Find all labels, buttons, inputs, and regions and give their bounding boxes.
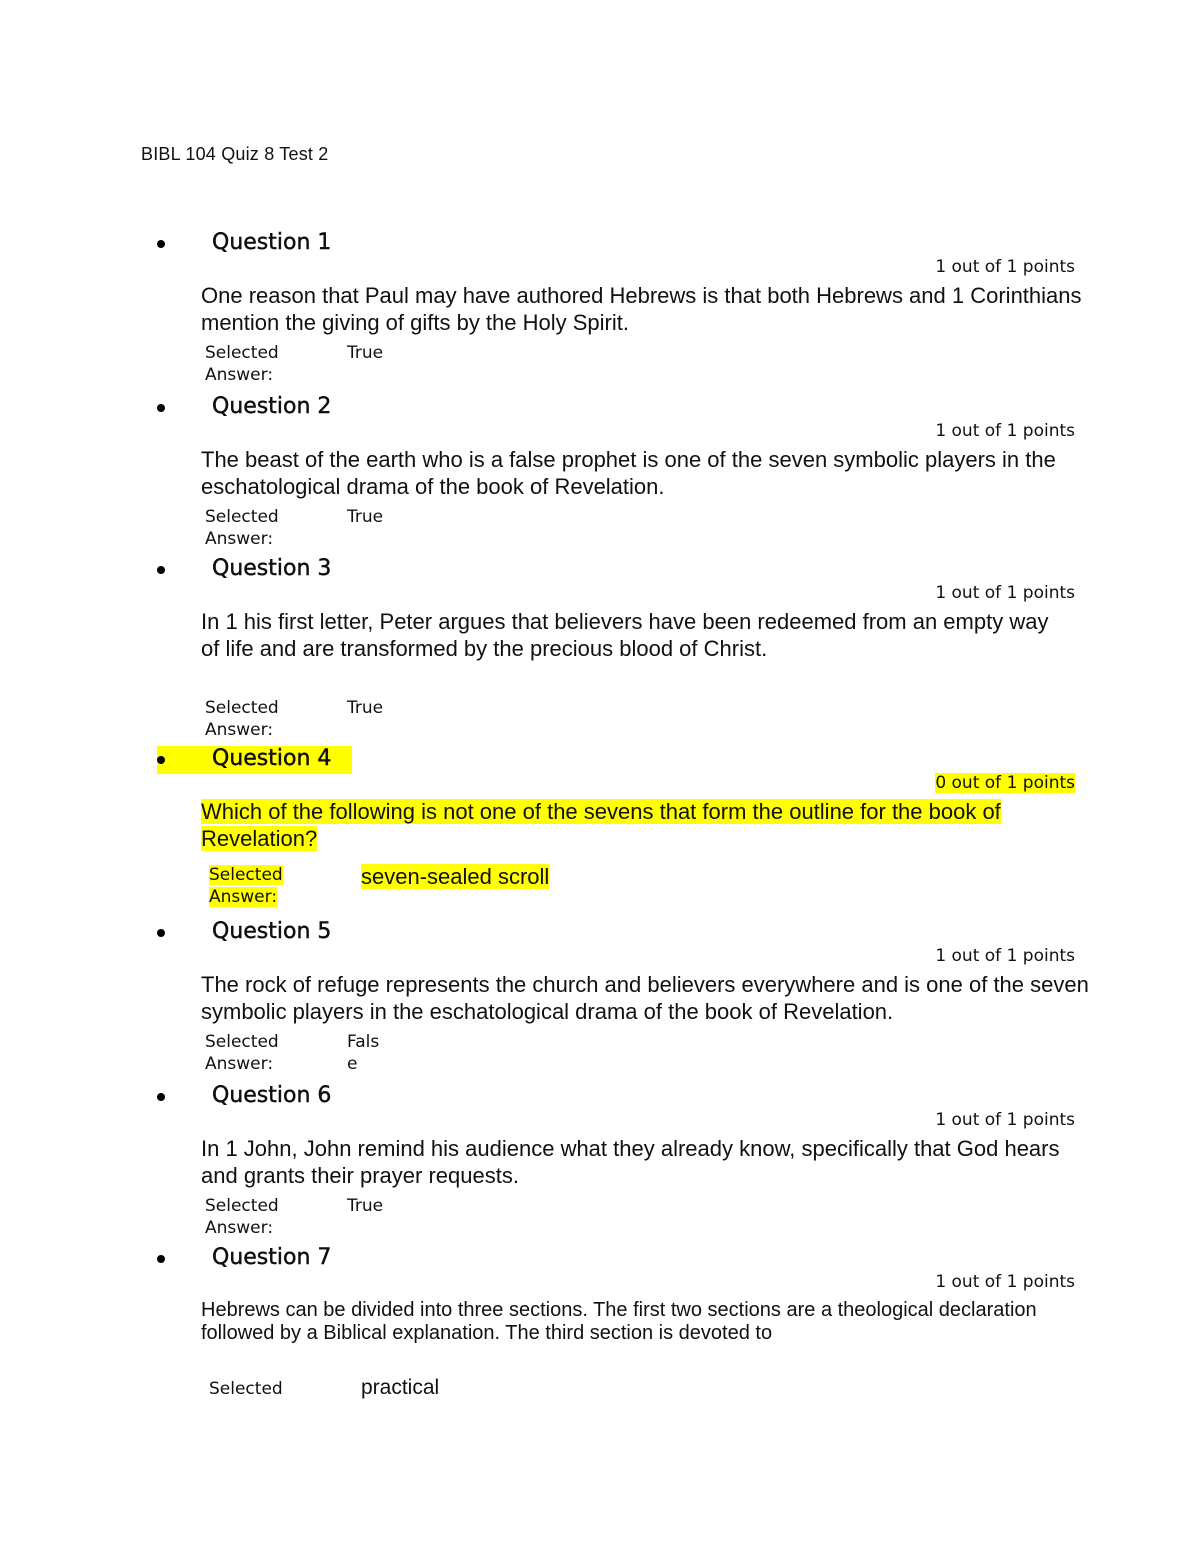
selected-answer-value: True [347, 507, 384, 527]
selected-label-line2: Answer: [205, 1054, 274, 1074]
question-points [935, 773, 1075, 793]
bullet-icon [157, 404, 165, 412]
bullet-icon [157, 929, 165, 937]
question-text [201, 608, 1071, 662]
question-text [201, 798, 1091, 852]
question-title: Question 1 [212, 230, 332, 255]
question-title: Question 6 [212, 1083, 332, 1108]
selected-answer-value: seven-sealed scroll [361, 864, 550, 889]
document-title: BIBL 104 Quiz 8 Test 2 [141, 144, 329, 164]
selected-label-line2: Answer: [205, 1218, 274, 1238]
question-points: 1 out of 1 points [935, 1110, 1075, 1130]
question-text: In 1 John, John remind his audience what they already know, specifically that God hears and grants their prayer requests. [201, 1136, 1060, 1188]
selected-answer-label [205, 697, 315, 741]
selected-label-line1: Selected [205, 1032, 279, 1052]
selected-answer-value: True [347, 1196, 384, 1216]
selected-answer-value: True [347, 698, 384, 718]
points-highlight: 0 out of 1 points [935, 773, 1075, 793]
selected-answer-value: practical [361, 1376, 440, 1399]
question-points: 1 out of 1 points [935, 946, 1075, 966]
question-text: One reason that Paul may have authored Hebrews is that both Hebrews and 1 Corinthians mention the giving of gifts by the Holy Spirit. [201, 283, 1082, 335]
question-text-highlight: Which of the following is not one of the sevens that form the outline for the book of Revelation? [201, 799, 1001, 851]
selected-answer-label [209, 864, 319, 908]
selected-label-line1: Selected [205, 343, 279, 363]
selected-answer-label [205, 506, 315, 550]
selected-answer-label [205, 1031, 315, 1075]
question-title: Question 4 [212, 746, 332, 771]
selected-label-line2: Answer: [209, 887, 278, 907]
selected-label-line1: Selected [205, 507, 279, 527]
selected-label-line1: Selected [209, 1379, 283, 1399]
selected-label-line1: Selected [209, 865, 283, 885]
selected-answer-value: False [347, 1032, 380, 1074]
question-text: Hebrews can be divided into three sections. The first two sections are a theological declaration followed by a Biblical explanation. The third section is devoted to [201, 1299, 1037, 1344]
bullet-icon [157, 566, 165, 574]
question-points: 1 out of 1 points [935, 1272, 1075, 1292]
question-title: Question 2 [212, 394, 332, 419]
question-text-line2: of life and are transformed by the precious blood of Christ. [201, 636, 768, 661]
selected-label-line1: Selected [205, 698, 279, 718]
selected-label-line2: Answer: [205, 720, 274, 740]
bullet-icon [157, 1093, 165, 1101]
question-points: 1 out of 1 points [935, 421, 1075, 441]
question-title: Question 7 [212, 1245, 332, 1270]
selected-label-line1: Selected [205, 1196, 279, 1216]
question-text: The beast of the earth who is a false prophet is one of the seven symbolic players in the eschatological drama of the book of Revelation. [201, 447, 1056, 499]
question-title: Question 3 [212, 556, 332, 581]
bullet-icon [157, 1255, 165, 1263]
question-text-line1: In 1 his first letter, Peter argues that believers have been redeemed from an empty way [201, 609, 1049, 634]
selected-answer-label [205, 1195, 315, 1239]
selected-label-line2: Answer: [205, 529, 274, 549]
selected-answer-label [205, 342, 315, 386]
selected-answer-value: True [347, 343, 384, 363]
question-points: 1 out of 1 points [935, 583, 1075, 603]
question-text: The rock of refuge represents the church and believers everywhere and is one of the seven symbolic players in the eschatological drama of the book of Revelation. [201, 972, 1089, 1024]
bullet-icon [157, 240, 165, 248]
question-title: Question 5 [212, 919, 332, 944]
selected-label-line2: Answer: [205, 365, 274, 385]
question-points: 1 out of 1 points [935, 257, 1075, 277]
bullet-icon [157, 756, 165, 764]
selected-answer-label [209, 1378, 319, 1400]
